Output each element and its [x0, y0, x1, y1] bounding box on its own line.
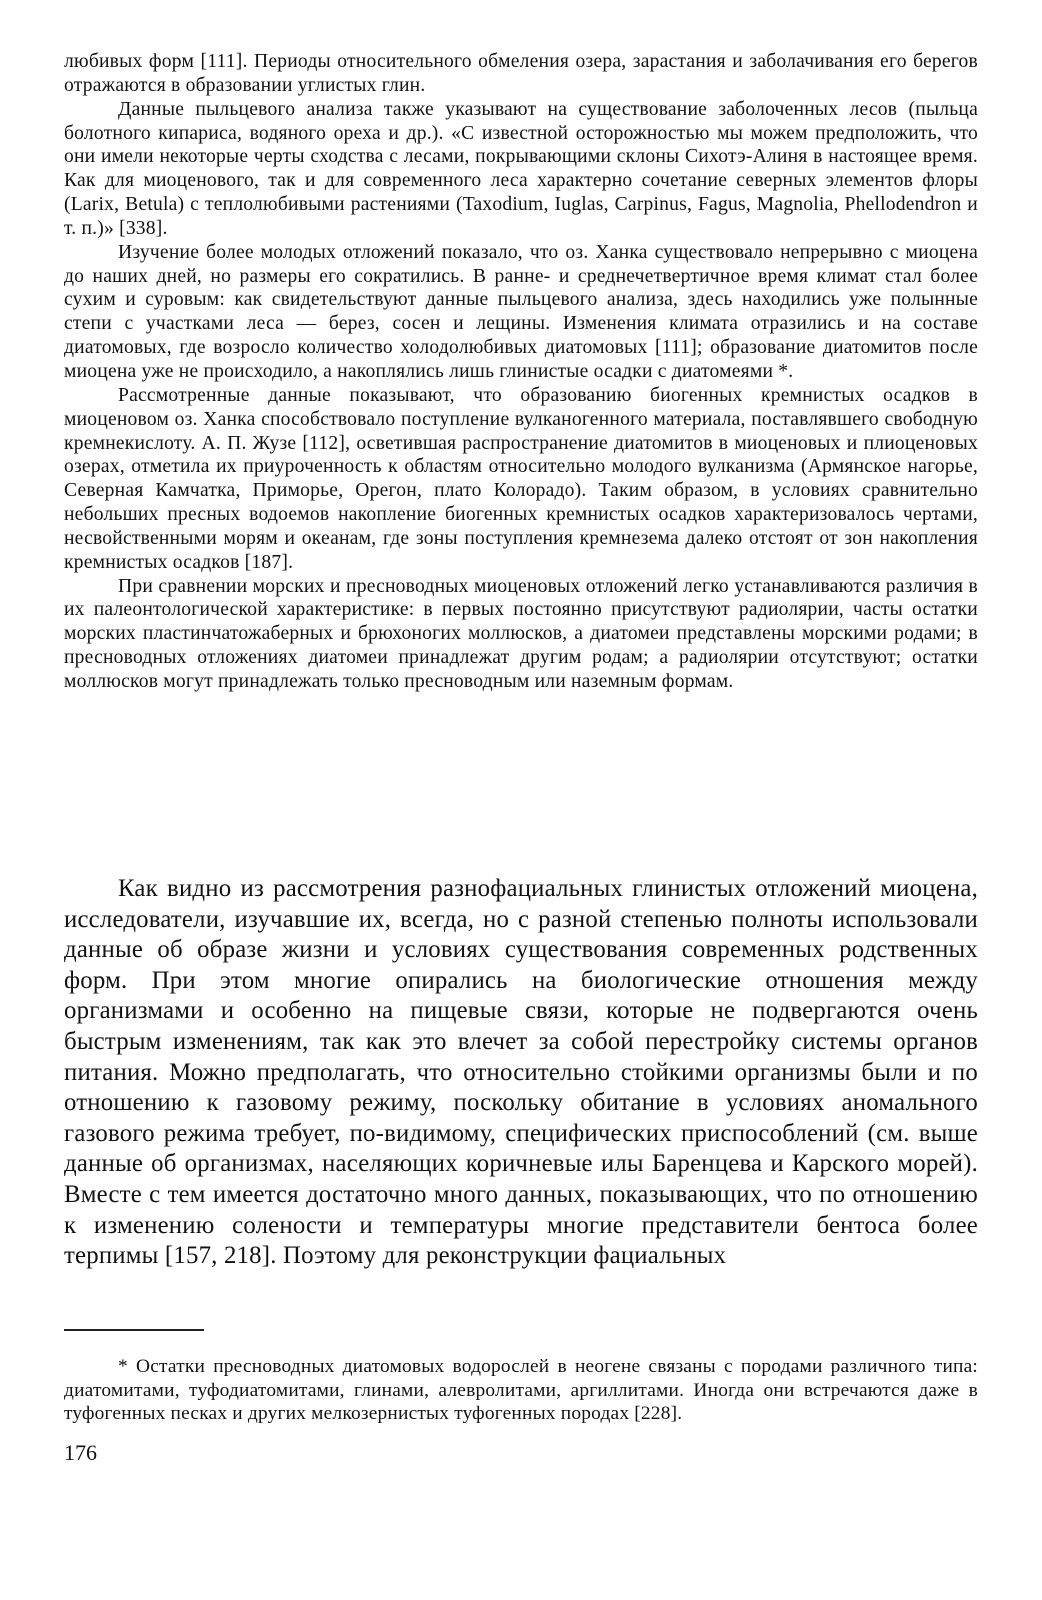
- paragraph-biogenic-siliceous: Рассмотренные данные показывают, что образованию биогенных кремнистых осадков в миоценовом оз. Ханка способствовало поступление вулканогенного материала, поставлявшего свободную кремнекислоту. А. П. Жузе [112], осветившая распространение диатомитов в миоценовых и плиоценовых озерах, отметила их приуроченность к областям относительно молодого вулканизма (Армянское нагорье, Северная Камчатка, Приморье, Орегон, плато Колорадо). Таким образом, в условиях сравнительно небольших пресных водоемов накопление биогенных кремнистых осадков характеризовалось чертами, несвойственными морям и океанам, где зоны поступления кремнезема далеко отстоят от зон накопления кремнистых осадков [187].: [64, 384, 978, 573]
- footnote-divider: [64, 1329, 204, 1331]
- paragraph-facies-reconstruction: Как видно из рассмотрения разнофациальных глинистых отложений миоцена, исследователи, изучавшие их, всегда, но с разной степенью полноты использовали данные об образе жизни и условиях существования современных родственных форм. При этом многие опирались на биологические отношения между организмами и особенно на пищевые связи, которые не подвергаются очень быстрым изменениям, так как это влечет за собой перестройку системы органов питания. Можно предполагать, что относительно стойкими организмы были и по отношению к газовому режиму, поскольку обитание в условиях аномального газового режима требует, по-видимому, специфических приспособлений (см. выше данные об организмах, населяющих коричневые илы Баренцева и Карского морей). Вместе с тем имеется достаточно много данных, показывающих, что по отношению к изменению солености и температуры многие представители бентоса более терпимы [157, 218]. Поэтому для реконструкции фациальных: [64, 875, 978, 1270]
- paragraph-pollen-analysis: Данные пыльцевого анализа также указывают на существование заболоченных лесов (пыльца болотного кипариса, водяного ореха и др.). «С известной осторожностью мы можем предположить, что они имели некоторые черты сходства с лесами, покрывающими склоны Сихотэ-Алиня в настоящее время. Как для миоценового, так и для современного леса характерно сочетание северных элементов флоры (Larix, Betula) с теплолюбивыми растениями (Taxodium, Iuglas, Carpinus, Fagus, Magnolia, Phellodendron и т. п.)» [338].: [64, 98, 978, 239]
- paragraph-continuation: любивых форм [111]. Периоды относительного обмеления озера, зарастания и заболачивания его берегов отражаются в образовании углистых глин.: [64, 51, 978, 96]
- small-print-block: [64, 50, 978, 694]
- footnote-text: * Остатки пресноводных диатомовых водорослей в неогене связаны с породами различного типа: диатомитами, туфодиатомитами, глинами, алевролитами, аргиллитами. Иногда они встречаются даже в туфогенных песках и других мелкозернистых туфогенных породах [228].: [64, 1356, 978, 1424]
- main-text-block: [64, 874, 978, 1272]
- footnote: [64, 1355, 978, 1426]
- paragraph-marine-vs-freshwater: При сравнении морских и пресноводных миоценовых отложений легко устанавливаются различия в их палеонтологической характеристике: в первых постоянно присутствуют радиолярии, часты остатки морских пластинчатожаберных и брюхоногих моллюсков, а диатомеи представлены морскими родами; в пресноводных отложениях диатомеи принадлежат другим родам; а радиолярии отсутствуют; остатки моллюсков могут принадлежать только пресноводным или наземным формам.: [64, 575, 978, 692]
- page-number: 176: [64, 1440, 97, 1465]
- paragraph-younger-deposits: Изучение более молодых отложений показало, что оз. Ханка существовало непрерывно с миоцена до наших дней, но размеры его сократились. В ранне- и среднечетвертичное время климат стал более сухим и суровым: как свидетельствуют данные пыльцевого анализа, здесь находились уже полынные степи с участками леса — берез, сосен и лещины. Изменения климата отразились и на составе диатомовых, где возросло количество холодолюбивых диатомовых [111]; образование диатомитов после миоцена уже не происходило, а накоплялись лишь глинистые осадки с диатомеями *.: [64, 241, 978, 382]
